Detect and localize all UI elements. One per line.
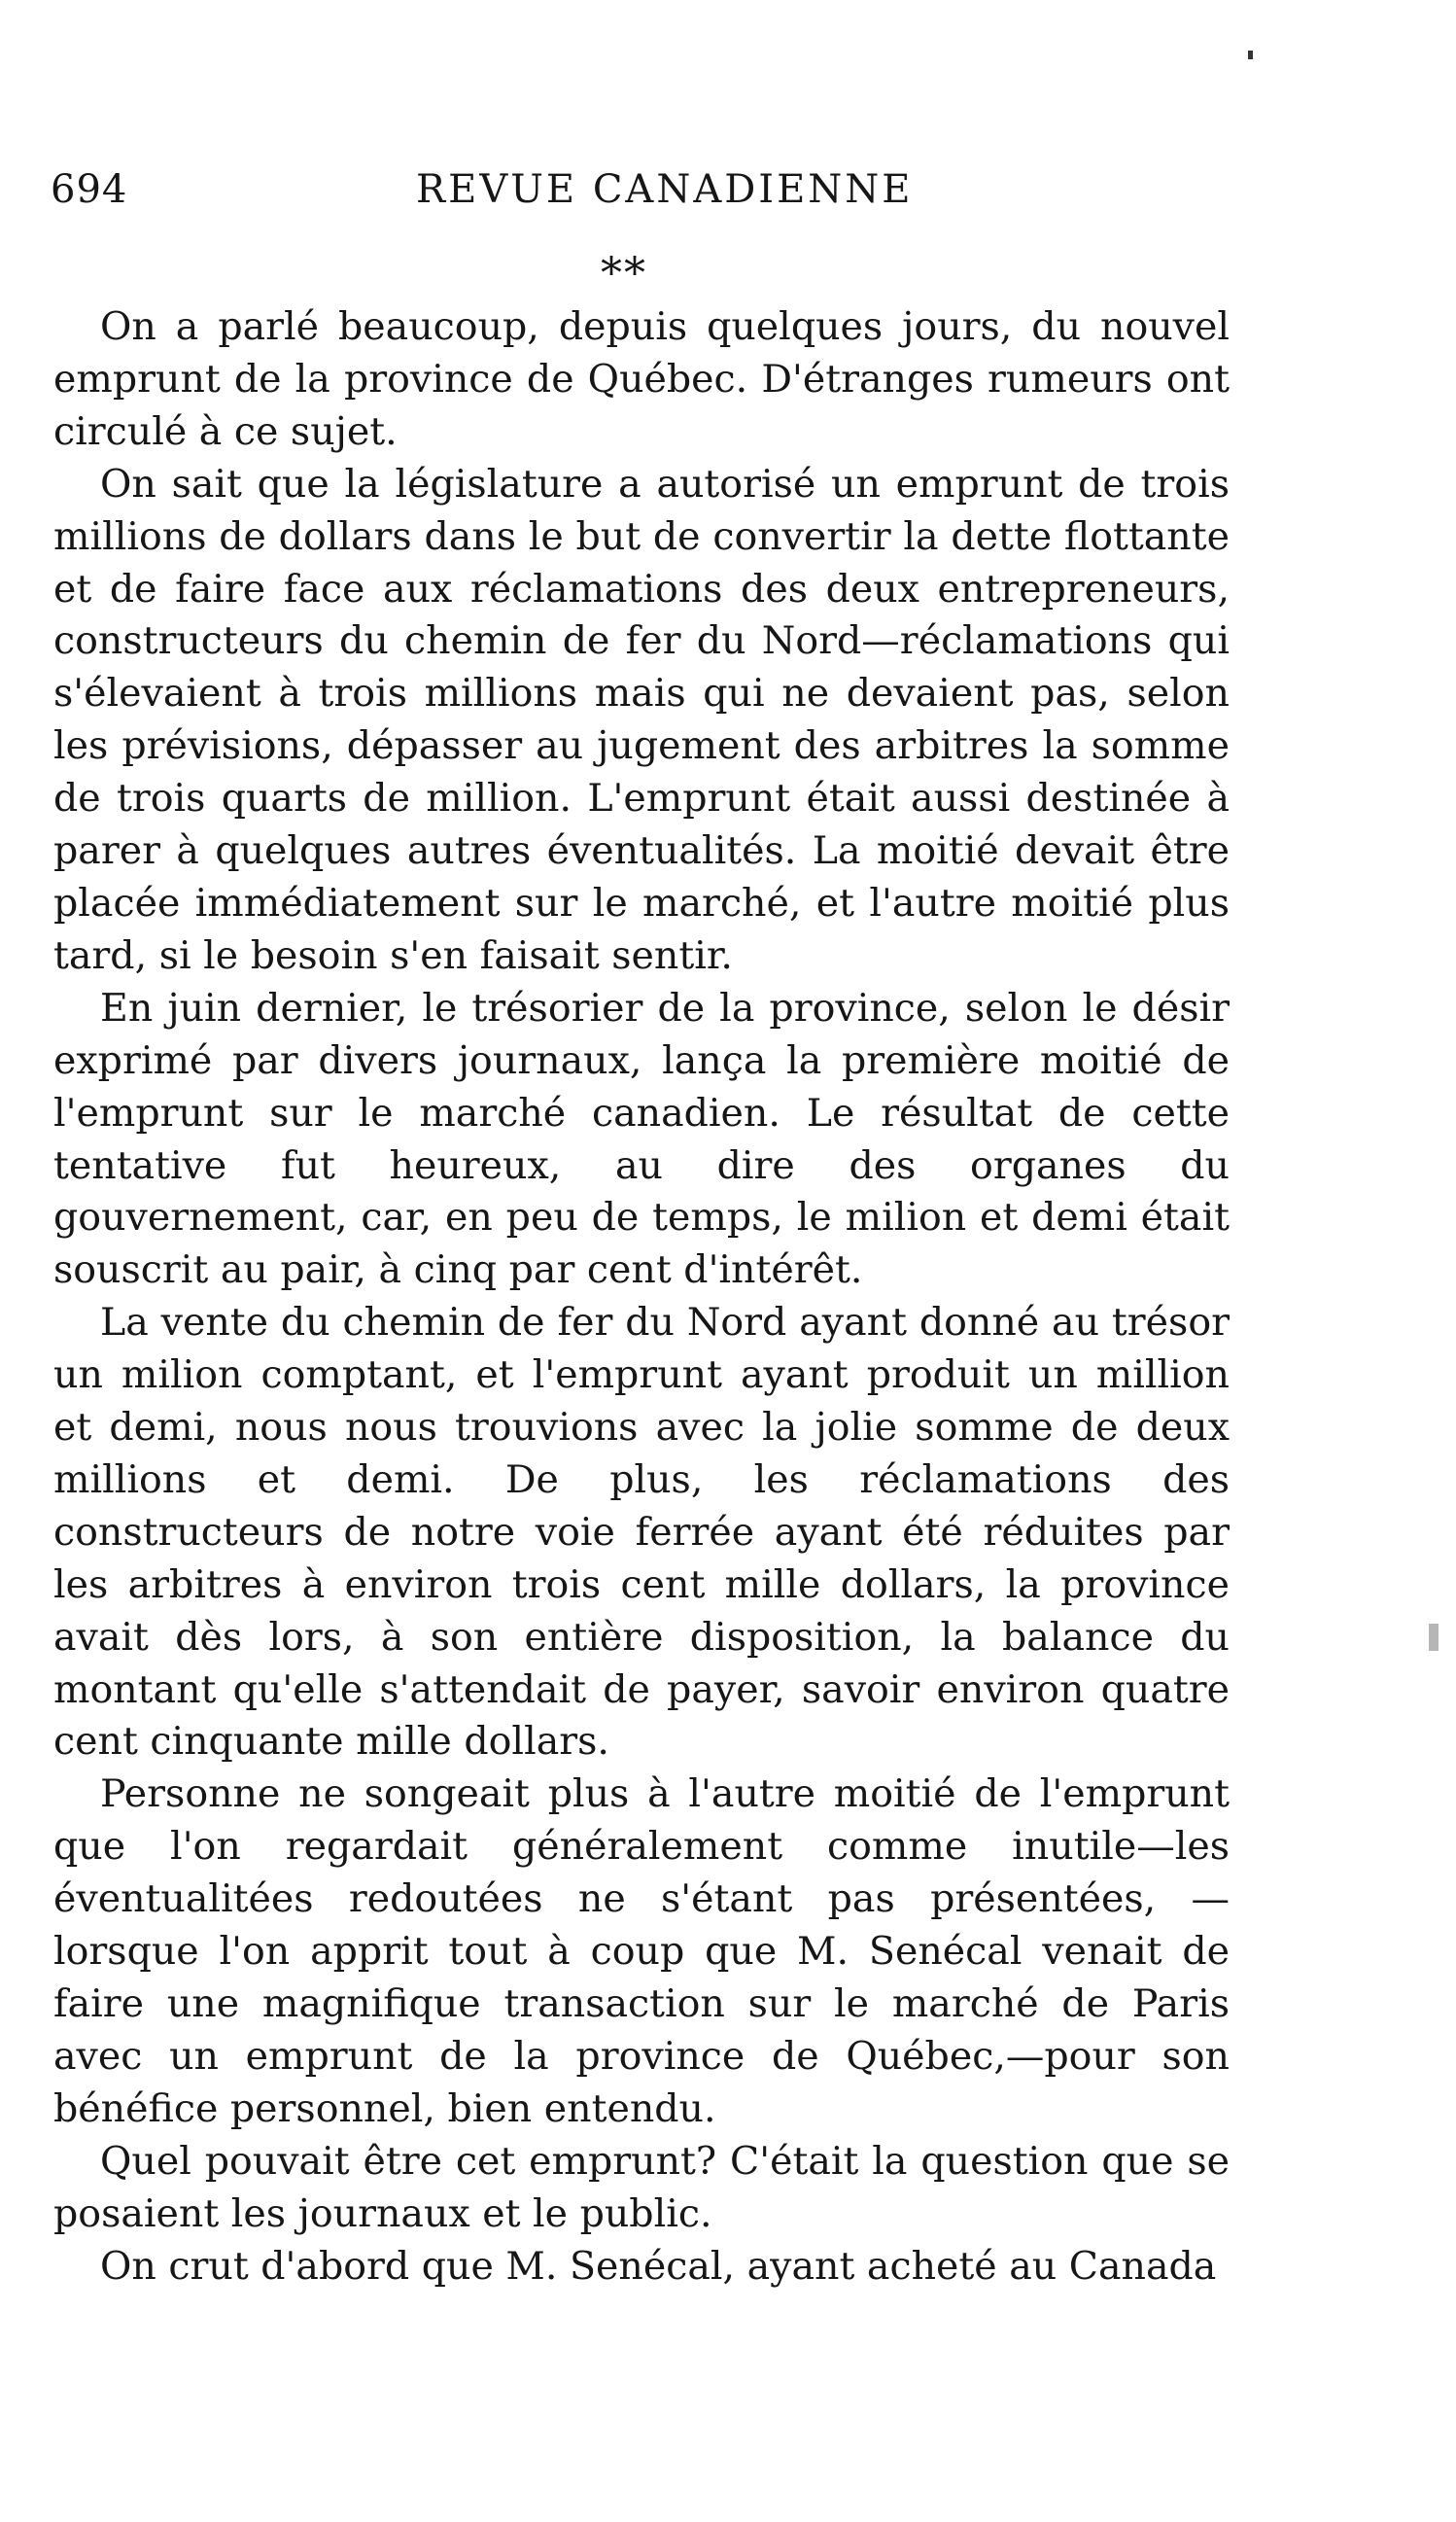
paragraph-3: En juin dernier, le trésorier de la province, selon le désir exprimé par divers journaux, lança la première moitié de l'emprunt sur le marché canadien. Le résultat de cette tentative fut heureux, au dire des organes du gouvernement, car, en peu de temps, le milion et demi était souscrit au pair, à cinq par cent d'intérêt. [53, 985, 1230, 1293]
edge-mark [1429, 1624, 1439, 1651]
paragraph-7: On crut d'abord que M. Senécal, ayant acheté au Canada [100, 2243, 1217, 2289]
paragraph-5: Personne ne songeait plus à l'autre moitié de l'emprunt que l'on regardait généralement comme inutile—les éventualitées redoutées ne s'étant pas présentées, — lorsque l'on apprit tout à coup que M. Senécal venait de faire une magnifique transaction sur le marché de Paris avec un emprunt de la province de Québec,—pour son bénéfice personnel, bien entendu. [53, 1771, 1230, 2131]
body-text [53, 301, 1230, 2293]
page-number: 694 [51, 167, 128, 212]
ink-speck [1248, 51, 1253, 59]
running-title: REVUE CANADIENNE [416, 167, 914, 212]
paragraph-2: On sait que la législature a autorisé un emprunt de trois millions de dollars dans le but de convertir la dette flottante et de faire face aux réclamations des deux entrepreneurs, constructeurs du chemin de fer du Nord—réclamations qui s'élevaient à trois millions mais qui ne devaient pas, selon les prévisions, dépasser au jugement des arbitres la somme de trois quarts de million. L'emprunt était aussi destinée à parer à quelques autres éventualités. La moitié devait être placée immédiatement sur le marché, et l'autre moitié plus tard, si le besoin s'en faisait sentir. [53, 461, 1230, 978]
paragraph-4: La vente du chemin de fer du Nord ayant donné au trésor un milion comptant, et l'emprunt ayant produit un million et demi, nous nous trouvions avec la jolie somme de deux millions et demi. De plus, les réclamations des constructeurs de notre voie ferrée ayant été réduites par les arbitres à environ trois cent mille dollars, la province avait dès lors, à son entière disposition, la balance du montant qu'elle s'attendait de payer, savoir environ quatre cent cinquante mille dollars. [53, 1300, 1230, 1765]
paragraph-6: Quel pouvait être cet emprunt? C'était la question que se posaient les journaux et le public. [53, 2138, 1230, 2236]
section-separator: ** [601, 249, 647, 298]
paragraph-1: On a parlé beaucoup, depuis quelques jours, du nouvel emprunt de la province de Québec. D'étranges rumeurs ont circulé à ce sujet. [53, 304, 1230, 454]
